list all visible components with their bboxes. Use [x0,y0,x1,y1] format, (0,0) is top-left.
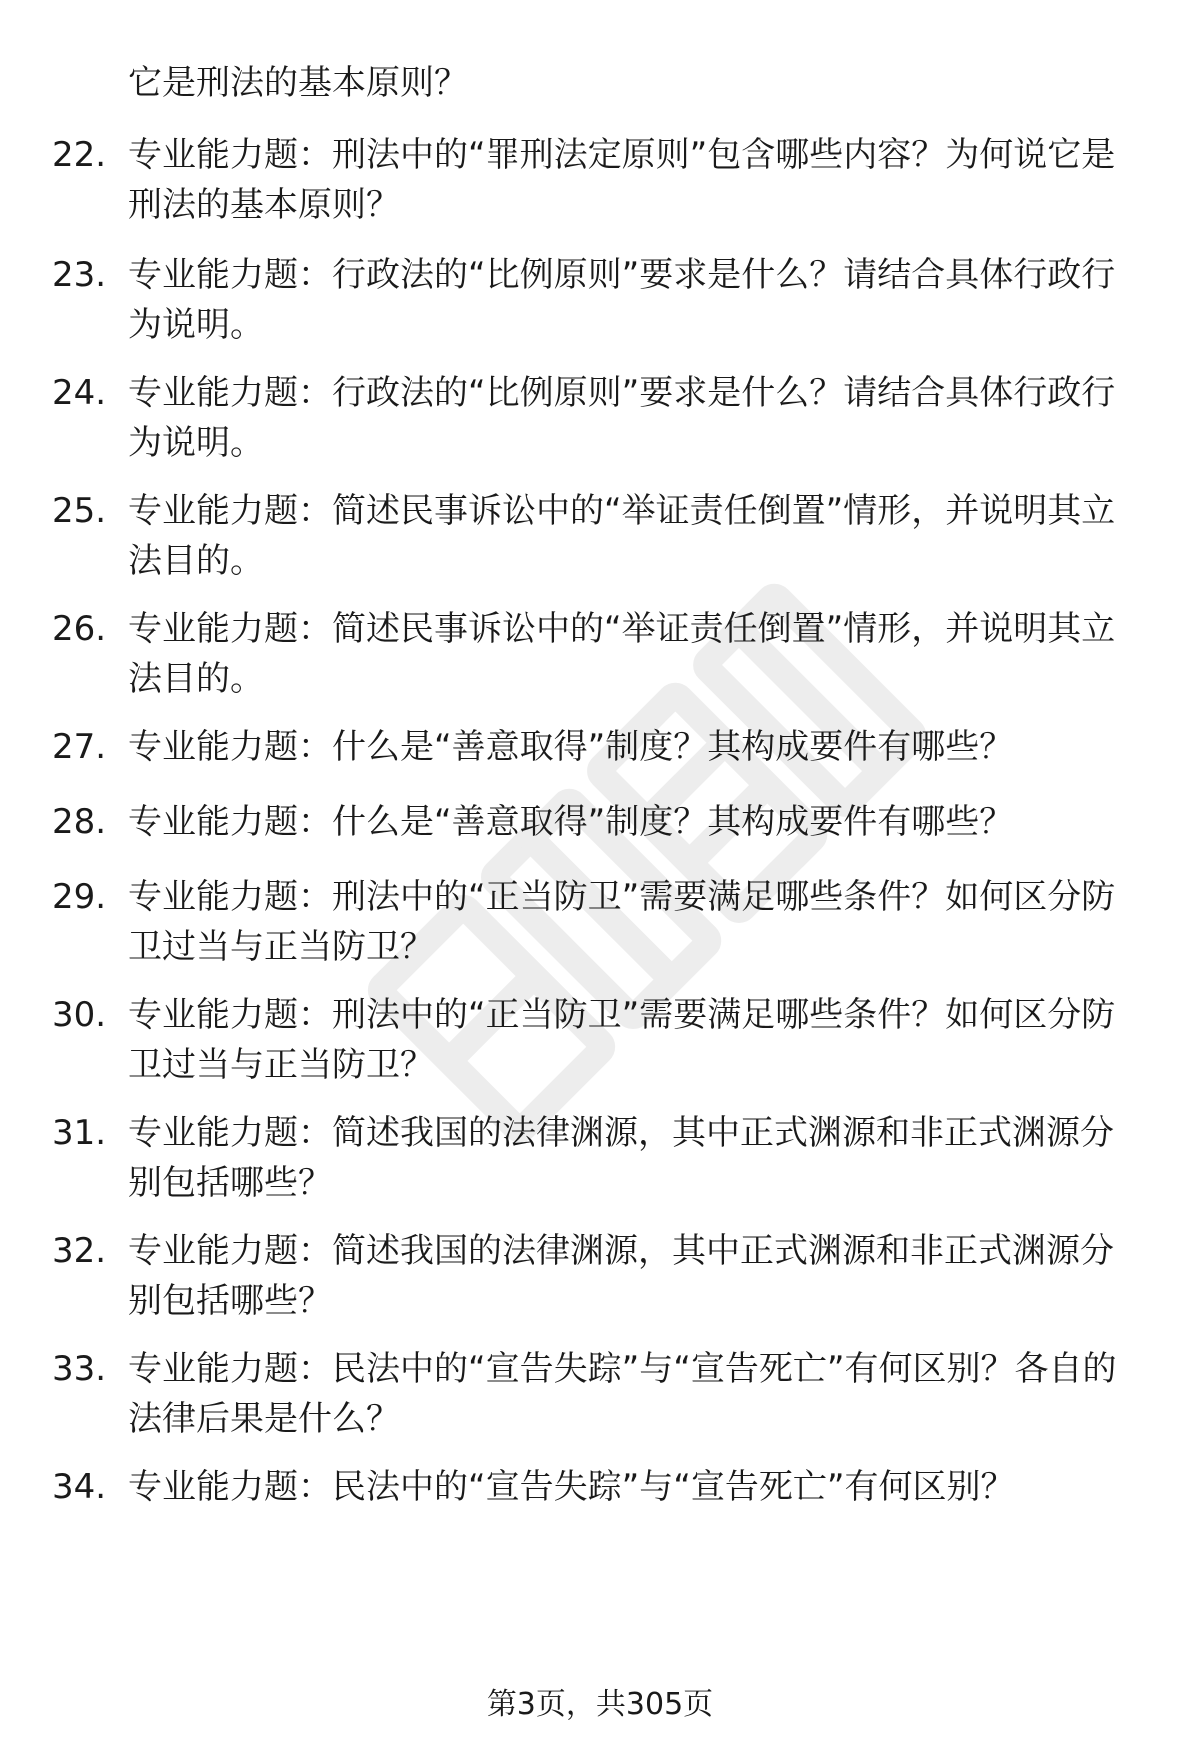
question-text: 专业能力题：刑法中的“正当防卫”需要满足哪些条件？如何区分防卫过当与正当防卫？ [128,877,1116,967]
question-text: 专业能力题：刑法中的“罪刑法定原则”包含哪些内容？为何说它是刑法的基本原则？ [128,135,1116,225]
question-text: 专业能力题：行政法的“比例原则”要求是什么？请结合具体行政行为说明。 [128,255,1116,345]
question-number: 28. [52,802,107,842]
page-footer: 第3页，共305页 [486,1687,714,1722]
question-number: 30. [52,995,107,1035]
question-number: 31. [52,1113,107,1153]
question-text: 专业能力题：民法中的“宣告失踪”与“宣告死亡”有何区别？ [128,1467,1015,1507]
question-number: 27. [52,727,107,767]
question-number: 29. [52,877,107,917]
question-number: 34. [52,1467,107,1507]
question-number: 33. [52,1349,107,1389]
continued-question-text: 它是刑法的基本原则？ [128,63,468,103]
question-text: 专业能力题：简述我国的法律渊源，其中正式渊源和非正式渊源分别包括哪些？ [128,1231,1114,1321]
question-text: 专业能力题：简述我国的法律渊源，其中正式渊源和非正式渊源分别包括哪些？ [128,1113,1114,1203]
question-number: 22. [52,135,107,175]
question-text: 专业能力题：简述民事诉讼中的“举证责任倒置”情形，并说明其立法目的。 [128,491,1116,581]
question-text: 专业能力题：简述民事诉讼中的“举证责任倒置”情形，并说明其立法目的。 [128,609,1116,699]
question-number: 26. [52,609,107,649]
question-number: 25. [52,491,107,531]
question-text: 专业能力题：刑法中的“正当防卫”需要满足哪些条件？如何区分防卫过当与正当防卫？ [128,995,1116,1085]
question-text: 专业能力题：行政法的“比例原则”要求是什么？请结合具体行政行为说明。 [128,373,1116,463]
question-text: 专业能力题：什么是“善意取得”制度？其构成要件有哪些？ [128,727,1014,767]
question-number: 23. [52,255,107,295]
question-text: 专业能力题：民法中的“宣告失踪”与“宣告死亡”有何区别？各自的法律后果是什么？ [128,1349,1117,1439]
question-number: 24. [52,373,107,413]
question-text: 专业能力题：什么是“善意取得”制度？其构成要件有哪些？ [128,802,1014,842]
question-number: 32. [52,1231,107,1271]
